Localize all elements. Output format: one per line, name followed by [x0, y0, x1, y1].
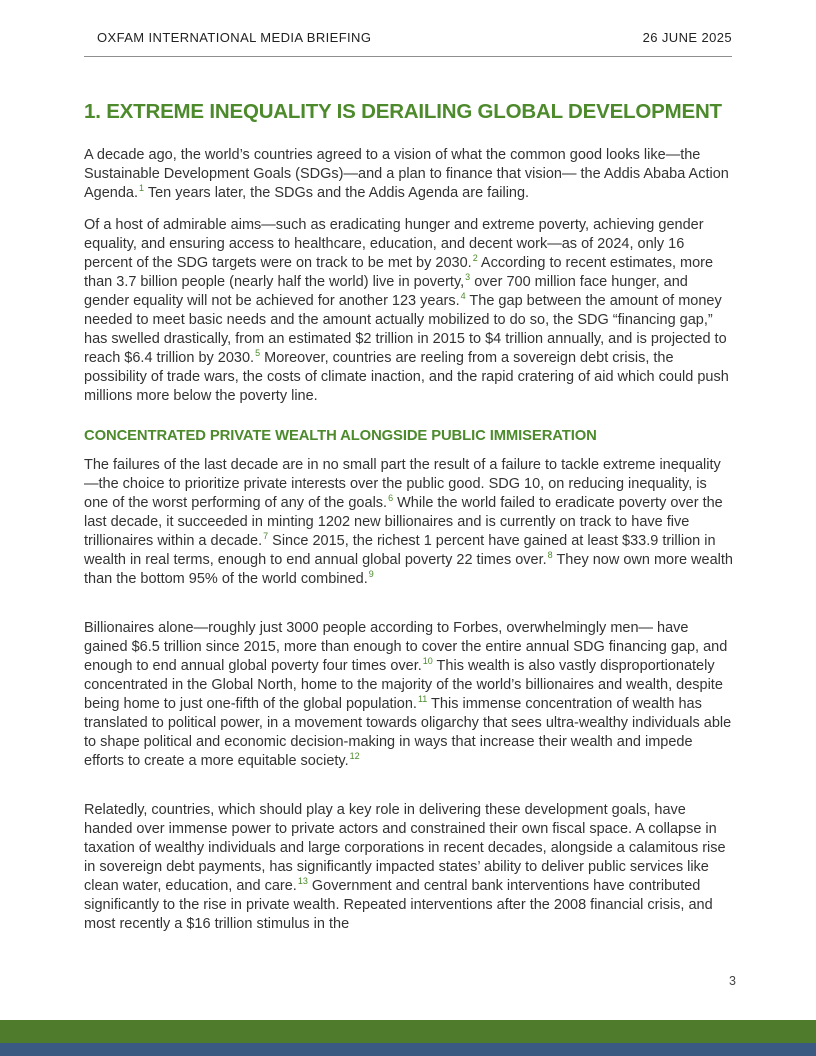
footnote-reference: 12 — [349, 751, 360, 762]
footnote-reference: 6 — [388, 493, 394, 504]
footer-green-bar — [0, 1020, 816, 1043]
footnote-reference: 3 — [465, 272, 471, 283]
header-date: 26 JUNE 2025 — [642, 30, 732, 45]
paragraph-1: A decade ago, the world’s countries agreed to a vision of what the common good looks like—the Sustainable Development Goals (SDGs)—and a plan to finance that vision— the Addis Ababa Action Agenda.$^1$ Ten years later, the SDGs and the Addis Agenda are failing. — [84, 147, 729, 201]
paragraph-5: Relatedly, countries, which should play a key role in delivering these development goals, have handed over immense power to private actors and constrained their own fiscal space. A collapse in taxation of wealthy individuals and large corporations in recent decades, alongside a calamitous rise in sovereign debt payments, has significantly impacted states’ ability to deliver public services like clean water, education, and care.$^{13}$ Government and central bank interventions have contributed significantly to the rise in private wealth. Repeated interventions after the 2008 financial crisis, and most recently a $16 trillion stimulus in the — [84, 802, 726, 932]
footnote-reference: 9 — [368, 569, 374, 580]
page-number: 3 — [729, 974, 736, 988]
footnote-reference: 11 — [417, 694, 428, 705]
footnote-reference: 4 — [460, 291, 466, 302]
header-title: OXFAM INTERNATIONAL MEDIA BRIEFING — [97, 30, 372, 45]
footnote-reference: 13 — [297, 876, 308, 887]
footnote-reference: 10 — [422, 656, 433, 667]
section-title: 1. EXTREME INEQUALITY IS DERAILING GLOBAL DEVELOPMENT — [84, 100, 722, 123]
paragraph-2: Of a host of admirable aims—such as eradicating hunger and extreme poverty, achieving gender equality, and ensuring access to healthcare, education, and decent work—as of 2024, only 16 percent of the SDG targets were on track to be met by 2030.$^2$ According to recent estimates, more than 3.7 billion people (nearly half the world) live in poverty,$^3$ over 700 million face hunger, and gender equality will not be achieved for another 123 years.$^4$ The gap between the amount of money needed to meet basic needs and the amount actually mobilized to do so, the SDG “financing gap,” has swelled drastically, from an estimated $2 trillion in 2015 to $4 trillion annually, and is projected to reach $6.4 trillion by 2030.$^5$ Moreover, countries are reeling from a sovereign debt crisis, the possibility of trade wars, the costs of climate inaction, and the rapid cratering of aid which could push millions more below the poverty line. — [84, 217, 729, 404]
paragraph-3: The failures of the last decade are in no small part the result of a failure to tackle extreme inequality—the choice to prioritize private interests over the public good. SDG 10, on reducing inequality, is one of the worst performing of any of the goals.$^6$ While the world failed to eradicate poverty over the last decade, it succeeded in minting 1202 new billionaires and is currently on track to have five trillionaires within a decade.$^7$ Since 2015, the richest 1 percent have gained at least $33.9 trillion in wealth in real terms, enough to end annual global poverty 22 times over.$^8$ They now own more wealth than the bottom 95% of the world combined.$^9$ — [84, 457, 733, 587]
subsection-title: CONCENTRATED PRIVATE WEALTH ALONGSIDE PUBLIC IMMISERATION — [84, 428, 597, 444]
page-header — [97, 30, 732, 45]
header-divider — [84, 56, 732, 57]
footnote-reference: 7 — [263, 531, 269, 542]
paragraph-4: Billionaires alone—roughly just 3000 people according to Forbes, overwhelmingly men— have gained $6.5 trillion since 2015, more than enough to cover the entire annual SDG financing gap, and enough to end annual global poverty four times over.$^{10}$ This wealth is also vastly disproportionately concentrated in the Global North, home to the majority of the world’s billionaires and wealth, despite being home to just one-fifth of the global population.$^{11}$ This immense concentration of wealth has translated to political power, in a movement towards oligarchy that sees ultra-wealthy individuals able to shape political and economic decision-making in ways that increase their wealth and impede efforts to create a more equitable society.$^{12}$ — [84, 620, 732, 769]
footnote-reference: 2 — [472, 253, 478, 264]
document-body — [84, 100, 734, 947]
footnote-reference: 5 — [255, 348, 261, 359]
footer-blue-bar — [0, 1043, 816, 1056]
footnote-reference: 1 — [139, 183, 145, 194]
footnote-reference: 8 — [547, 550, 553, 561]
